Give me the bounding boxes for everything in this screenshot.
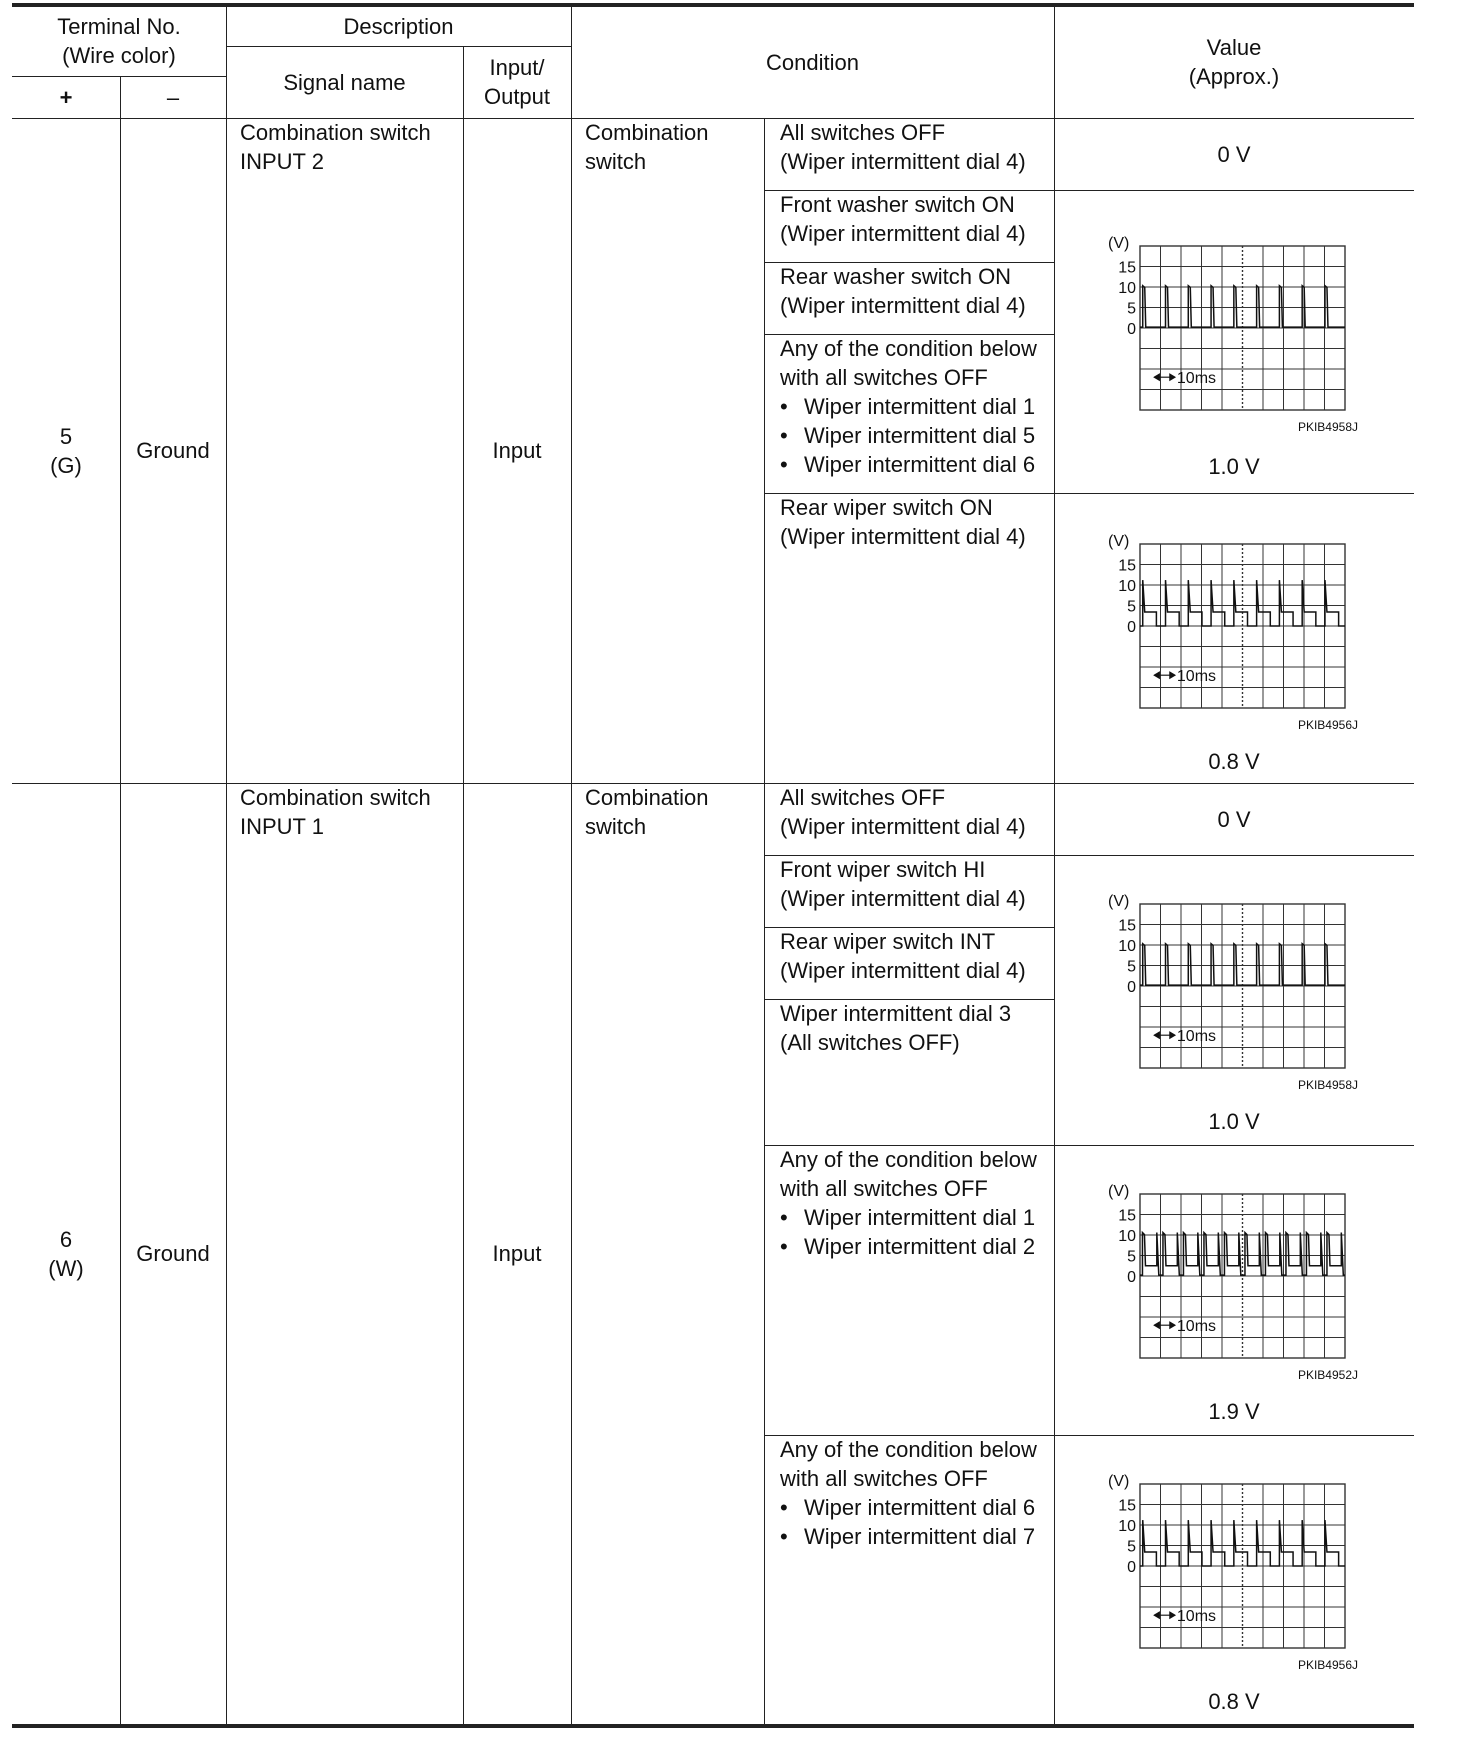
condition-group: switch xyxy=(585,149,647,174)
condition-text: Rear wiper switch INT xyxy=(780,929,996,954)
bullet-text: Wiper intermittent dial 7 xyxy=(804,1524,1036,1549)
minus-ground: Ground xyxy=(136,438,210,463)
scope-tick-label: 0 xyxy=(1127,619,1136,636)
time-division-arrow xyxy=(1154,1322,1175,1328)
scope-tick-label: 5 xyxy=(1127,1538,1136,1556)
figure-code: PKIB4956J xyxy=(1297,1658,1358,1671)
scope-tick-label: 15 xyxy=(1118,259,1136,277)
terminal-5-cell xyxy=(12,118,120,783)
scope-grid xyxy=(1140,904,1345,1068)
condition-text: (Wiper intermittent dial 4) xyxy=(780,524,1026,549)
terminal-6-cell xyxy=(12,783,120,1724)
value-text: 0.8 V xyxy=(1208,748,1260,774)
bullet-item: • Wiper intermittent dial 6 xyxy=(780,1495,1036,1520)
bullet-text: Wiper intermittent dial 6 xyxy=(804,1495,1036,1520)
condition-text: (Wiper intermittent dial 4) xyxy=(780,149,1026,174)
bullet-text: Wiper intermittent dial 1 xyxy=(804,394,1036,419)
scope-tick-label: 15 xyxy=(1118,1207,1136,1225)
scope-unit-label: (V) xyxy=(1108,893,1130,910)
bullet-item: • Wiper intermittent dial 5 xyxy=(780,423,1036,448)
scope-tick-label: 0 xyxy=(1127,321,1136,338)
signal-name-header: Signal name xyxy=(283,69,406,95)
condition-cell xyxy=(764,334,1054,493)
terminal-number: 5 xyxy=(59,423,73,449)
signal-name-cell xyxy=(226,118,463,783)
scope-tick-label: 5 xyxy=(1127,300,1136,318)
scope-tick-label: 15 xyxy=(1118,917,1136,935)
scope-tick-label: 10 xyxy=(1118,1518,1136,1535)
scope-time-label: 10ms xyxy=(1176,668,1217,686)
time-division-arrow xyxy=(1154,672,1175,678)
scope-tick-label: 10 xyxy=(1118,1228,1136,1245)
condition-text: with all switches OFF xyxy=(780,1176,988,1201)
scope-tick-label: 5 xyxy=(1127,598,1136,616)
figure-code: PKIB4958J xyxy=(1297,1078,1358,1091)
terminal-no-header xyxy=(12,6,226,76)
condition-text: Rear washer switch ON xyxy=(780,264,1012,289)
figure-code: PKIB4956J xyxy=(1297,718,1358,731)
scope-grid xyxy=(1140,544,1345,708)
scope-time-label: 10ms xyxy=(1176,370,1217,388)
table-bottom-rule xyxy=(12,1724,1414,1728)
minus-ground: Ground xyxy=(136,1241,210,1266)
signal-name: Combination switch xyxy=(240,120,431,145)
oscilloscope-svg xyxy=(1100,1471,1360,1671)
value-text: 0.8 V xyxy=(1208,1688,1260,1714)
condition-text: All switches OFF xyxy=(780,120,946,145)
signal-name-cell xyxy=(226,783,463,1724)
scope-tick-label: 5 xyxy=(1127,958,1136,976)
condition-text: with all switches OFF xyxy=(780,365,988,390)
signal-name: INPUT 1 xyxy=(240,814,324,839)
minus-header: – xyxy=(166,84,180,110)
condition-cell xyxy=(764,1145,1054,1435)
scope-unit-label: (V) xyxy=(1108,1473,1130,1490)
condition-text: Any of the condition below xyxy=(780,1437,1037,1462)
bullet-text: Wiper intermittent dial 2 xyxy=(804,1234,1036,1259)
bullet-text: Wiper intermittent dial 6 xyxy=(804,452,1036,477)
terminal-number: 6 xyxy=(59,1226,73,1252)
condition-cell xyxy=(764,118,1054,190)
scope-time-label: 10ms xyxy=(1176,1318,1217,1336)
time-division-arrow xyxy=(1154,374,1175,380)
io-cell: Input xyxy=(492,438,542,463)
time-division-arrow xyxy=(1154,1612,1175,1618)
condition-text: (Wiper intermittent dial 4) xyxy=(780,814,1026,839)
scope-unit-label: (V) xyxy=(1108,1183,1130,1200)
oscilloscope-svg xyxy=(1100,891,1360,1091)
scope-grid xyxy=(1140,1194,1345,1358)
scope-tick-label: 5 xyxy=(1127,1248,1136,1266)
condition-cell xyxy=(764,190,1054,262)
condition-group-cell xyxy=(571,783,764,1724)
condition-header: Condition xyxy=(766,49,859,75)
condition-text: (Wiper intermittent dial 4) xyxy=(780,221,1026,246)
condition-cell xyxy=(764,1435,1054,1724)
condition-cell xyxy=(764,855,1054,927)
bullet-text: Wiper intermittent dial 1 xyxy=(804,1205,1036,1230)
time-division-arrow xyxy=(1154,1032,1175,1038)
figure-code: PKIB4952J xyxy=(1297,1368,1358,1381)
scope-unit-label: (V) xyxy=(1108,533,1130,550)
scope-tick-label: 10 xyxy=(1118,578,1136,595)
header-label: Input/ xyxy=(489,55,545,80)
scope-tick-label: 0 xyxy=(1127,1559,1136,1576)
condition-text: Any of the condition below xyxy=(780,1147,1037,1172)
condition-text: Wiper intermittent dial 3 xyxy=(780,1001,1012,1026)
condition-text: Any of the condition below xyxy=(780,336,1037,361)
waveform-trace xyxy=(1140,580,1345,626)
bullet-item: • Wiper intermittent dial 6 xyxy=(780,452,1036,477)
bullet-item: • Wiper intermittent dial 1 xyxy=(780,394,1036,419)
bullet-item: • Wiper intermittent dial 2 xyxy=(780,1234,1036,1259)
header-label: (Approx.) xyxy=(1188,64,1280,89)
value-text: 1.9 V xyxy=(1208,1398,1260,1424)
value-text: 0 V xyxy=(1217,806,1251,832)
input-output-header xyxy=(463,46,571,118)
waveform-trace xyxy=(1140,1520,1345,1566)
header-label: Output xyxy=(483,84,551,109)
oscilloscope-figure xyxy=(1100,531,1360,731)
condition-cell xyxy=(764,493,1054,783)
scope-time-label: 10ms xyxy=(1176,1608,1217,1626)
scope-tick-label: 10 xyxy=(1118,938,1136,955)
scope-grid xyxy=(1140,246,1345,410)
scope-time-label: 10ms xyxy=(1176,1028,1217,1046)
condition-text: Front wiper switch HI xyxy=(780,857,986,882)
scope-grid xyxy=(1140,1484,1345,1648)
value-text: 0 V xyxy=(1217,141,1251,167)
condition-group-cell xyxy=(571,118,764,783)
wire-color: (W) xyxy=(48,1255,84,1281)
oscilloscope-figure xyxy=(1100,1181,1360,1381)
condition-cell xyxy=(764,927,1054,999)
condition-text: (Wiper intermittent dial 4) xyxy=(780,958,1026,983)
condition-text: with all switches OFF xyxy=(780,1466,988,1491)
oscilloscope-svg xyxy=(1100,233,1360,433)
condition-text: Front washer switch ON xyxy=(780,192,1015,217)
rule xyxy=(1054,3,1055,1724)
bullet-item: • Wiper intermittent dial 1 xyxy=(780,1205,1036,1230)
condition-cell xyxy=(764,999,1054,1145)
oscilloscope-figure xyxy=(1100,233,1360,433)
signal-name: Combination switch xyxy=(240,785,431,810)
signal-name: INPUT 2 xyxy=(240,149,324,174)
value-text: 1.0 V xyxy=(1208,1108,1260,1134)
value-header xyxy=(1054,6,1414,118)
figure-code: PKIB4958J xyxy=(1297,420,1358,433)
condition-cell xyxy=(764,783,1054,855)
value-text: 1.0 V xyxy=(1208,453,1260,479)
oscilloscope-figure xyxy=(1100,1471,1360,1671)
description-header: Description xyxy=(343,13,454,39)
header-label: (Wire color) xyxy=(62,43,176,68)
scope-tick-label: 10 xyxy=(1118,280,1136,297)
io-cell: Input xyxy=(492,1241,542,1266)
scope-tick-label: 15 xyxy=(1118,1497,1136,1515)
condition-text: Rear wiper switch ON xyxy=(780,495,993,520)
header-label: Value xyxy=(1206,35,1262,60)
condition-text: (All switches OFF) xyxy=(780,1030,960,1055)
plus-header: + xyxy=(59,84,73,110)
wire-color: (G) xyxy=(50,452,82,478)
scope-tick-label: 15 xyxy=(1118,557,1136,575)
scope-unit-label: (V) xyxy=(1108,235,1130,252)
condition-text: (Wiper intermittent dial 4) xyxy=(780,293,1026,318)
oscilloscope-figure xyxy=(1100,891,1360,1091)
condition-text: (Wiper intermittent dial 4) xyxy=(780,886,1026,911)
condition-group: switch xyxy=(585,814,647,839)
oscilloscope-svg xyxy=(1100,1181,1360,1381)
bullet-text: Wiper intermittent dial 5 xyxy=(804,423,1036,448)
scope-tick-label: 0 xyxy=(1127,1269,1136,1286)
condition-group: Combination xyxy=(585,120,709,145)
condition-text: All switches OFF xyxy=(780,785,946,810)
header-label: Terminal No. xyxy=(57,14,181,39)
condition-cell xyxy=(764,262,1054,334)
scope-tick-label: 0 xyxy=(1127,979,1136,996)
condition-group: Combination xyxy=(585,785,709,810)
oscilloscope-svg xyxy=(1100,531,1360,731)
bullet-item: • Wiper intermittent dial 7 xyxy=(780,1524,1036,1549)
